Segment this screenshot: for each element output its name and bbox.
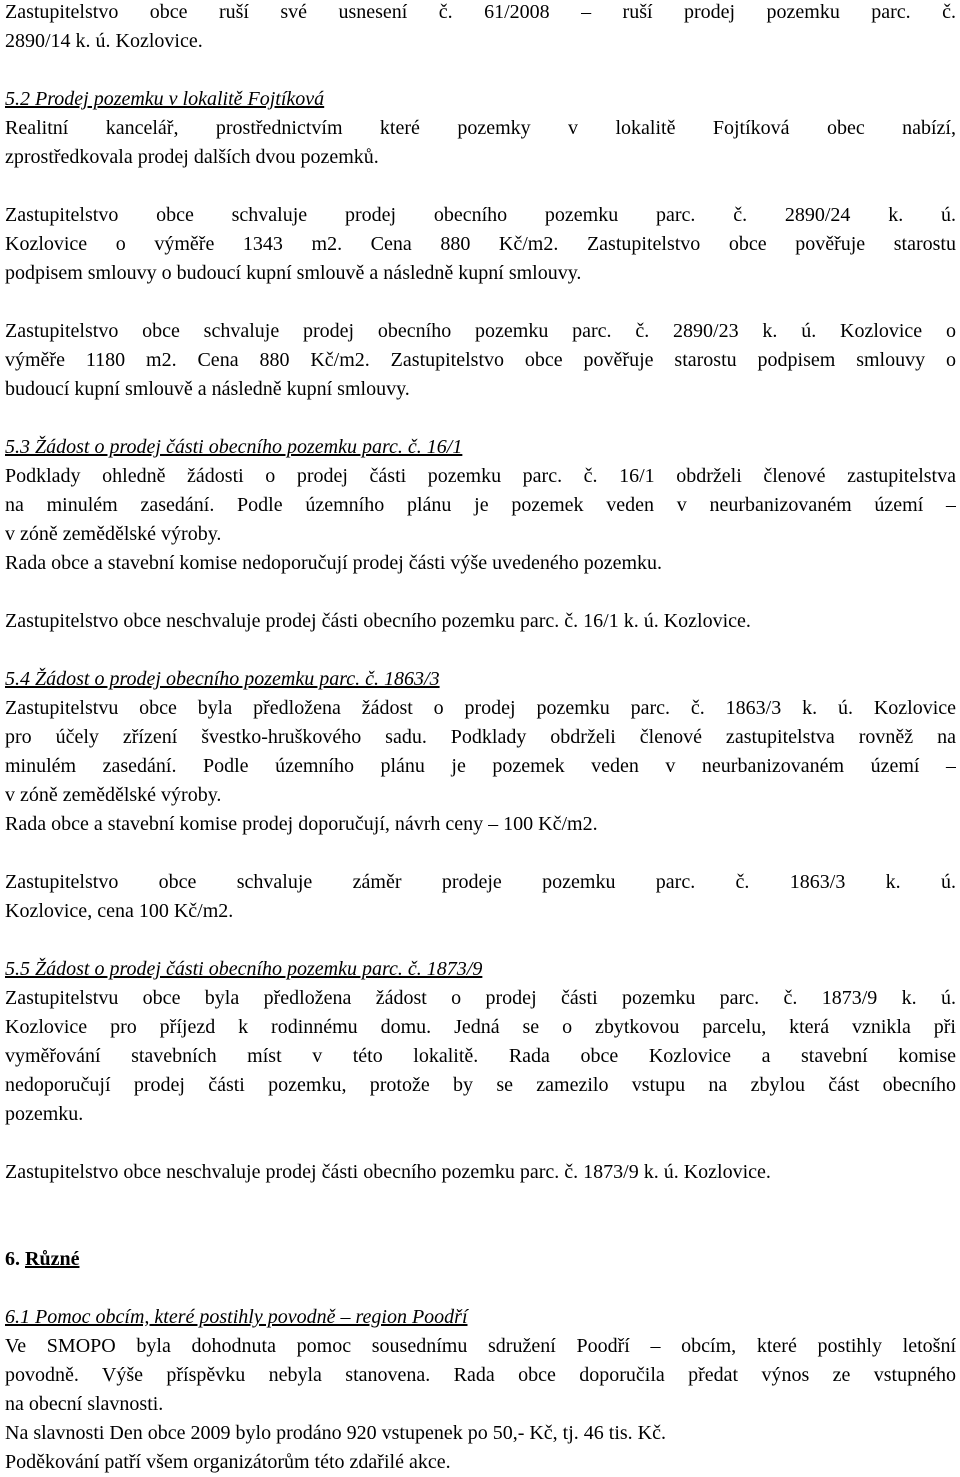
text-line: výměře 1180 m2. Cena 880 Kč/m2. Zastupitelstvo obce pověřuje starostu podpisem smlouvy o bbox=[5, 349, 956, 371]
text-line: Realitní kancelář, prostřednictvím které pozemky v lokalitě Fojtíková obec nabízí, bbox=[5, 117, 956, 139]
heading-label: Různé bbox=[25, 1248, 80, 1270]
spacer bbox=[5, 1274, 956, 1303]
para-poodri-help bbox=[5, 1332, 956, 1477]
spacer bbox=[5, 578, 956, 607]
text-line: v zóně zemědělské výroby. bbox=[5, 523, 222, 545]
document-page bbox=[5, 0, 956, 1477]
text-line: budoucí kupní smlouvě a následně kupní smlouvy. bbox=[5, 378, 410, 400]
para-16-1-details bbox=[5, 462, 956, 578]
para-resolution-2890-23 bbox=[5, 317, 956, 404]
para-1863-3-details bbox=[5, 694, 956, 839]
section-heading-5-2 bbox=[5, 85, 956, 114]
section-heading-5-5 bbox=[5, 955, 956, 984]
text-line: Zastupitelstvo obce schvaluje prodej obecního pozemku parc. č. 2890/24 k. ú. bbox=[5, 204, 956, 226]
heading-text: 5.2 Prodej pozemku v lokalitě Fojtíková bbox=[5, 88, 325, 110]
text-line: Ve SMOPO byla dohodnuta pomoc sousednímu sdružení Poodří – obcím, které postihly letošní bbox=[5, 1335, 956, 1357]
section-heading-6-1 bbox=[5, 1303, 956, 1332]
text-line: podpisem smlouvy o budoucí kupní smlouvě a následně kupní smlouvy. bbox=[5, 262, 582, 284]
para-resolution-16-1 bbox=[5, 607, 956, 636]
text-line: Zastupitelstvo obce ruší své usnesení č. 61/2008 – ruší prodej pozemku parc. č. bbox=[5, 1, 956, 23]
para-resolution-cancel bbox=[5, 0, 956, 56]
spacer bbox=[5, 926, 956, 955]
spacer bbox=[5, 288, 956, 317]
text-line: Zastupitelstvu obce byla předložena žádost o prodej části pozemku parc. č. 1873/9 k. ú. bbox=[5, 987, 956, 1009]
section-heading-5-3 bbox=[5, 433, 956, 462]
text-line: na minulém zasedání. Podle územního plánu je pozemek veden v neurbanizovaném území – bbox=[5, 494, 956, 516]
para-resolution-1873-9 bbox=[5, 1158, 956, 1187]
text-line: Poděkování patří všem organizátorům této zdařilé akce. bbox=[5, 1451, 451, 1473]
text-line: Na slavnosti Den obce 2009 bylo prodáno 920 vstupenek po 50,- Kč, tj. 46 tis. Kč. bbox=[5, 1422, 667, 1444]
para-1873-9-details bbox=[5, 984, 956, 1129]
text-line: 2890/14 k. ú. Kozlovice. bbox=[5, 30, 203, 52]
text-line: Zastupitelstvo obce neschvaluje prodej části obecního pozemku parc. č. 16/1 k. ú. Kozlovice. bbox=[5, 610, 751, 632]
spacer bbox=[5, 404, 956, 433]
text-line: zprostředkovala prodej dalších dvou pozemků. bbox=[5, 146, 379, 168]
heading-text: 5.3 Žádost o prodej části obecního pozemku parc. č. 16/1 bbox=[5, 436, 463, 458]
para-resolution-1863-3 bbox=[5, 868, 956, 926]
text-line: Zastupitelstvo obce schvaluje prodej obecního pozemku parc. č. 2890/23 k. ú. Kozlovice o bbox=[5, 320, 956, 342]
text-line: pozemku. bbox=[5, 1103, 84, 1125]
text-line: Kozlovice, cena 100 Kč/m2. bbox=[5, 900, 234, 922]
text-line: Kozlovice pro příjezd k rodinnému domu. Jedná se o zbytkovou parcelu, která vznikla při bbox=[5, 1016, 956, 1038]
text-line: na obecní slavnosti. bbox=[5, 1393, 164, 1415]
spacer bbox=[5, 1187, 956, 1245]
text-line: v zóně zemědělské výroby. bbox=[5, 784, 222, 806]
para-resolution-2890-24 bbox=[5, 201, 956, 288]
text-line: minulém zasedání. Podle územního plánu je pozemek veden v neurbanizovaném území – bbox=[5, 755, 956, 777]
spacer bbox=[5, 56, 956, 85]
text-line: nedoporučují prodej části pozemku, protože by se zamezilo vstupu na zbylou část obecního bbox=[5, 1074, 956, 1096]
spacer bbox=[5, 839, 956, 868]
heading-number: 6. bbox=[5, 1248, 25, 1270]
spacer bbox=[5, 1129, 956, 1158]
section-heading-6 bbox=[5, 1245, 956, 1274]
heading-text: 6.1 Pomoc obcím, které postihly povodně – region Poodří bbox=[5, 1306, 468, 1328]
text-line: povodně. Výše příspěvku nebyla stanovena. Rada obce doporučila předat výnos ze vstupného bbox=[5, 1364, 956, 1386]
text-line: Zastupitelstvo obce neschvaluje prodej části obecního pozemku parc. č. 1873/9 k. ú. Kozlovice. bbox=[5, 1161, 771, 1183]
text-line: Zastupitelstvo obce schvaluje záměr prodeje pozemku parc. č. 1863/3 k. ú. bbox=[5, 871, 956, 893]
text-line: vyměřování stavebních míst v této lokalitě. Rada obce Kozlovice a stavební komise bbox=[5, 1045, 956, 1067]
text-line: Podklady ohledně žádosti o prodej části pozemku parc. č. 16/1 obdrželi členové zastupitelstva bbox=[5, 465, 956, 487]
heading-text: 5.4 Žádost o prodej obecního pozemku parc. č. 1863/3 bbox=[5, 668, 440, 690]
text-line: Rada obce a stavební komise prodej doporučují, návrh ceny – 100 Kč/m2. bbox=[5, 813, 598, 835]
text-line: Kozlovice o výměře 1343 m2. Cena 880 Kč/m2. Zastupitelstvo obce pověřuje starostu bbox=[5, 233, 956, 255]
spacer bbox=[5, 172, 956, 201]
spacer bbox=[5, 636, 956, 665]
text-line: Rada obce a stavební komise nedoporučují prodej části výše uvedeného pozemku. bbox=[5, 552, 663, 574]
text-line: pro účely zřízení švestko-hruškového sadu. Podklady obdrželi členové zastupitelstva rovněž na bbox=[5, 726, 956, 748]
section-heading-5-4 bbox=[5, 665, 956, 694]
heading-text: 5.5 Žádost o prodej části obecního pozemku parc. č. 1873/9 bbox=[5, 958, 483, 980]
heading-text bbox=[5, 1245, 956, 1274]
text-line: Zastupitelstvu obce byla předložena žádost o prodej pozemku parc. č. 1863/3 k. ú. Kozlovice bbox=[5, 697, 956, 719]
para-realty-office bbox=[5, 114, 956, 172]
